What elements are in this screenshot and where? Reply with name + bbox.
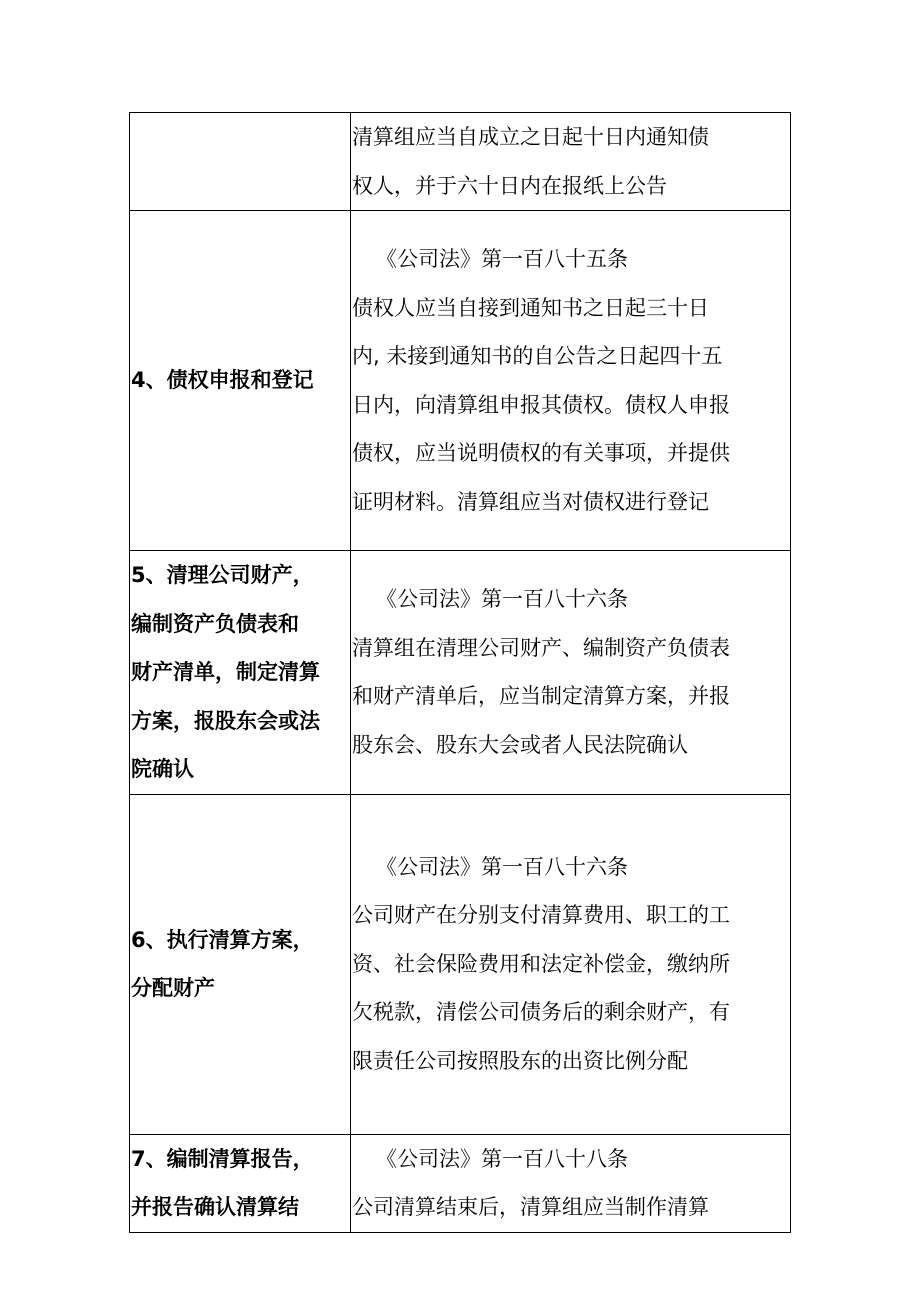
procedure-step-cell bbox=[130, 1134, 351, 1232]
procedure-step-cell bbox=[130, 113, 351, 211]
liquidation-procedure-table bbox=[129, 112, 791, 1233]
step-label: 分配财产 bbox=[131, 976, 215, 1000]
legal-basis-cell bbox=[351, 113, 791, 211]
table-row bbox=[130, 1134, 791, 1232]
procedure-step-cell bbox=[130, 211, 351, 551]
table-row bbox=[130, 113, 791, 211]
body-line: 债权，应当说明债权的有关事项，并提供 bbox=[352, 441, 730, 465]
legal-basis-cell bbox=[351, 794, 791, 1134]
table-row bbox=[130, 794, 791, 1134]
law-article-reference: 《公司法》第一百八十六条 bbox=[376, 854, 628, 879]
procedure-step-cell bbox=[130, 551, 351, 795]
procedure-step-cell bbox=[130, 794, 351, 1134]
body-line: 证明材料。清算组应当对债权进行登记 bbox=[352, 489, 709, 514]
step-label: 6、执行清算方案， bbox=[131, 927, 314, 952]
step-label: 编制资产负债表和 bbox=[131, 611, 299, 636]
law-article-reference: 《公司法》第一百八十五条 bbox=[376, 247, 628, 271]
legal-basis-cell bbox=[351, 551, 791, 795]
body-line: 债权人应当自接到通知书之日起三十日 bbox=[352, 295, 709, 320]
body-line: 清算组在清理公司财产、编制资产负债表 bbox=[352, 635, 730, 660]
legal-basis-cell bbox=[351, 211, 791, 551]
body-line: 公司清算结束后，清算组应当制作清算 bbox=[352, 1195, 709, 1219]
legal-basis-cell bbox=[351, 1134, 791, 1232]
body-line: 公司财产在分别支付清算费用、职工的工 bbox=[352, 903, 730, 928]
step-label: 4、债权申报和登记 bbox=[131, 368, 314, 393]
table-row bbox=[130, 551, 791, 795]
body-line: 内, 未接到通知书的自公告之日起四十五 bbox=[352, 344, 723, 368]
law-article-reference: 《公司法》第一百八十八条 bbox=[376, 1146, 628, 1171]
step-label: 方案，报股东会或法 bbox=[131, 708, 320, 733]
body-line: 日内，向清算组申报其债权。债权人申报 bbox=[352, 392, 730, 417]
body-line: 资、社会保险费用和法定补偿金，缴纳所 bbox=[352, 951, 730, 976]
law-article-reference: 《公司法》第一百八十六条 bbox=[376, 587, 628, 612]
body-line: 和财产清单后，应当制定清算方案，并报 bbox=[352, 684, 730, 709]
step-label: 并报告确认清算结 bbox=[131, 1195, 299, 1219]
step-label: 7、编制清算报告， bbox=[131, 1146, 314, 1171]
step-label: 院确认 bbox=[131, 757, 194, 781]
step-label: 5、清理公司财产， bbox=[131, 563, 314, 587]
body-line: 股东会、股东大会或者人民法院确认 bbox=[352, 732, 688, 757]
body-line: 限责任公司按照股东的出资比例分配 bbox=[352, 1048, 688, 1073]
step-label: 财产清单，制定清算 bbox=[131, 660, 320, 684]
body-line: 清算组应当自成立之日起十日内通知债 bbox=[352, 125, 709, 149]
body-line: 权人，并于六十日内在报纸上公告 bbox=[352, 173, 667, 198]
table-row bbox=[130, 211, 791, 551]
body-line: 欠税款，清偿公司债务后的剩余财产，有 bbox=[352, 1000, 730, 1025]
